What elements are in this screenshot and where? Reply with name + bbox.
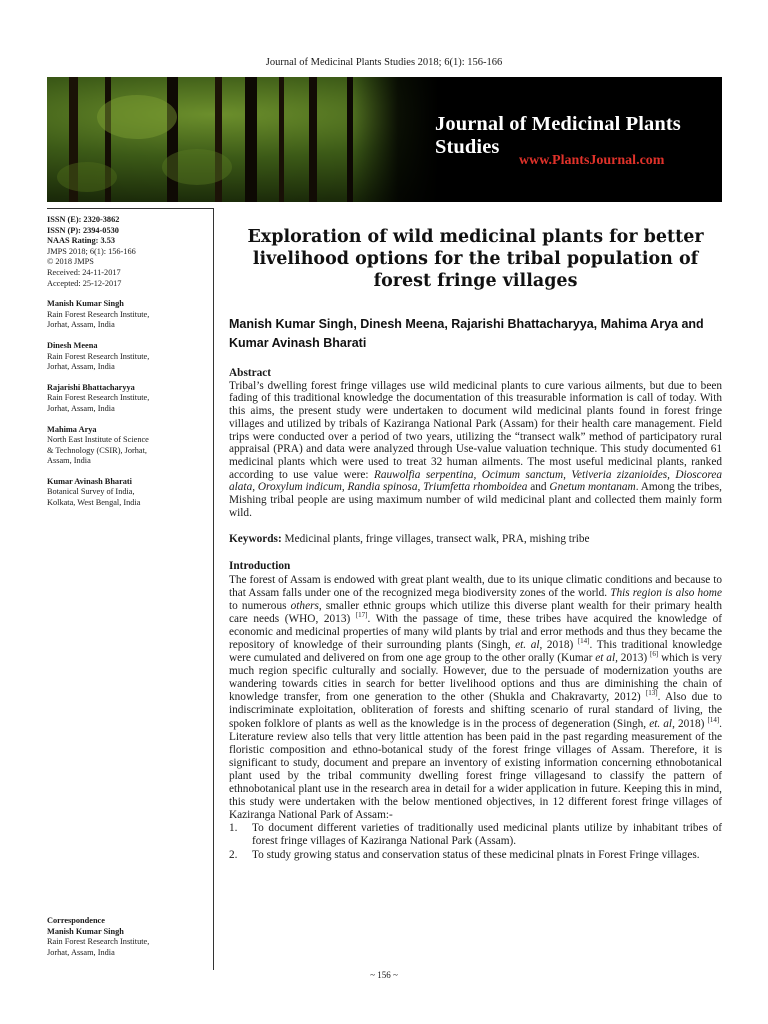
- citation-ref[interactable]: [14]: [577, 637, 590, 646]
- naas-rating: NAAS Rating: 3.53: [47, 236, 115, 246]
- citation-ref[interactable]: [14]: [707, 715, 720, 724]
- affiliation-line: Kolkata, West Bengal, India: [47, 498, 141, 508]
- affiliation-block: [47, 299, 212, 331]
- introduction-section: [229, 560, 722, 861]
- journal-banner: [47, 77, 722, 202]
- jmps-citation: JMPS 2018; 6(1): 156-166: [47, 246, 136, 256]
- species-last: Gnetum montanam: [549, 481, 636, 494]
- correspondence-block: [47, 916, 212, 958]
- paper-title: Exploration of wild medicinal plants for better livelihood options for the tribal population of forest fringe villages: [247, 227, 704, 291]
- affiliation-block: [47, 477, 212, 509]
- keywords-section: [229, 533, 722, 546]
- sidebar-top-divider: [47, 208, 213, 209]
- copyright: © 2018 JMPS: [47, 257, 94, 267]
- species-list: Rauwolfia serpentina, Ocimum sanctum, Vetiveria zizanioides, Dioscorea alata, Oroxylum indicum, Randia spinosa, Triumfetta rhomboidea: [229, 468, 722, 494]
- affiliation-line: Assam, India: [47, 456, 91, 466]
- citation-ref[interactable]: [13]: [645, 689, 658, 698]
- introduction-heading: Introduction: [229, 560, 291, 573]
- affiliation-block: [47, 425, 212, 467]
- abstract-heading: Abstract: [229, 367, 272, 379]
- affiliation-line: Rain Forest Research Institute,: [47, 309, 150, 319]
- objectives-list: [229, 822, 722, 861]
- issn-p: ISSN (P): 2394-0530: [47, 225, 119, 235]
- affiliation-author-name: Rajarishi Bhattacharyya: [47, 382, 135, 392]
- introduction-paragraph: The forest of Assam is endowed with great plant wealth, due to its unique climatic conditions and because to that Assam falls under one of the recognized mega biodiversity zones of the world. This region is also home to numerous others, smaller ethnic groups which utilize this diverse plant wealth for their primary health care needs (WHO, 2013) [17]. With the passage of time, these tribes have acquired the knowledge of economic and medicinal properties of many wild plants by trial and error methods and thus they became the repository of knowledge of their surrounding plants (Singh, et. al, 2018) [14]. This traditional knowledge were cumulated and delivered on from one age group to the other orally (Kumar et al, 2013) [6] which is very much region specific culturally and socially. However, due to the persuade of modernization youths are wandering towards cities in search for better livelihood options and thus are diminishing the chain of knowledge transfer, from one generation to the other (Shukla and Chakravarty, 2012) [13]. Also due to indiscriminate exploitation, obliteration of forests and shifting scenario of rural standard of living, the spoken folklore of plants as well as the knowledge is in the process of degeneration (Singh, et. al, 2018) [14]. Literature review also tells that very little attention has been paid in the past regarding measurement of the floristic composition and ethno-botanical study of the forest fringe villages of Assam. Therefore, it is significant to study, document and prepare an inventory of existing information concerning ethnobotanical plant used by the tribal community dwelling forest fringe villagesand to classify the pattern of ethnobotanical plant use in the research area in detail for a wider application in future. Keeping this in mind, this study were undertaken with the below mentioned objectives, in 12 different forest fringe villages of Kaziranga National Park of Assam:-: [229, 573, 723, 822]
- list-item: 2. To study growing status and conservation status of these medicinal plnats in Forest Fringe villages.: [229, 848, 700, 861]
- affiliation-line: Jorhat, Assam, India: [47, 320, 115, 330]
- affiliation-author-name: Dinesh Meena: [47, 340, 98, 350]
- article-main-column: [229, 226, 722, 862]
- correspondence-label: Correspondence: [47, 916, 105, 925]
- issn-e: ISSN (E): 2320-3862: [47, 215, 120, 224]
- correspondence-line: Rain Forest Research Institute,: [47, 937, 150, 947]
- affiliation-line: Botanical Survey of India,: [47, 487, 135, 497]
- affiliation-author-name: Kumar Avinash Bharati: [47, 476, 132, 486]
- abstract-body: Tribal’s dwelling forest fringe villages use wild medicinal plants to cure various ailments, but due to been fading of this traditional knowledge the documentation of this treasurable information is call of today. With this aims, the present study were undertaken to document wild medicinal plants found in forest fringe villages and utilized by tribals of Kaziranga National Park (Assam) for their health care management. Field trips were conducted over a period of two years, utilizing the “transect walk” method of participatory rural appraisal (PRA) and data were analyzed through Use-value valuation technique. This study documented 61 medicinal plants which were used to treat 32 human ailments. The most useful medicinal plants, ranked according to use value were: Rauwolfia serpentina, Ocimum sanctum, Vetiveria zizanioides, Dioscorea alata, Oroxylum indicum, Randia spinosa, Triumfetta rhomboidea and Gnetum montanam. Among the tribes, Mishing tribal people are using maximum number of wild medicinal plant and collected them mainly form wild.: [229, 379, 722, 519]
- keywords-label: Keywords:: [229, 533, 282, 546]
- banner-journal-url[interactable]: www.PlantsJournal.com: [519, 153, 665, 168]
- affiliation-line: Jorhat, Assam, India: [47, 362, 115, 372]
- keywords-text: Medicinal plants, fringe villages, transect walk, PRA, mishing tribe: [281, 533, 590, 546]
- journal-running-head: Journal of Medicinal Plants Studies 2018; 6(1): 156-166: [265, 57, 503, 68]
- article-metadata-sidebar: [47, 215, 212, 509]
- affiliation-line: & Technology (CSIR), Jorhat,: [47, 445, 147, 455]
- affiliation-line: Rain Forest Research Institute,: [47, 393, 150, 403]
- banner-journal-title: Journal of Medicinal Plants Studies: [435, 113, 681, 158]
- correspondence-line: Jorhat, Assam, India: [47, 947, 115, 957]
- affiliation-author-name: Mahima Arya: [47, 424, 97, 434]
- citation-ref[interactable]: [17]: [355, 611, 368, 620]
- list-item: 1. To document different varieties of traditionally used medicinal plants utilize by inhabitant tribes of forest fringe villages of Kaziranga National Park (Assam).: [229, 822, 722, 848]
- page-number: ~ 156 ~: [370, 970, 398, 980]
- column-divider: [213, 208, 214, 970]
- affiliation-line: North East Institute of Science: [47, 435, 149, 445]
- affiliation-block: [47, 341, 212, 373]
- affiliation-line: Jorhat, Assam, India: [47, 403, 115, 413]
- affiliation-author-name: Manish Kumar Singh: [47, 299, 124, 309]
- author-list: Manish Kumar Singh, Dinesh Meena, Rajarishi Bhattacharyya, Mahima Arya and Kumar Avinash Bharati: [229, 317, 704, 350]
- received-date: Received: 24-11-2017: [47, 267, 121, 277]
- affiliation-block: [47, 383, 212, 415]
- citation-ref[interactable]: [6]: [650, 650, 659, 659]
- accepted-date: Accepted: 25-12-2017: [47, 278, 122, 288]
- correspondence-name: Manish Kumar Singh: [47, 926, 124, 936]
- affiliation-line: Rain Forest Research Institute,: [47, 351, 150, 361]
- abstract-section: [229, 367, 722, 519]
